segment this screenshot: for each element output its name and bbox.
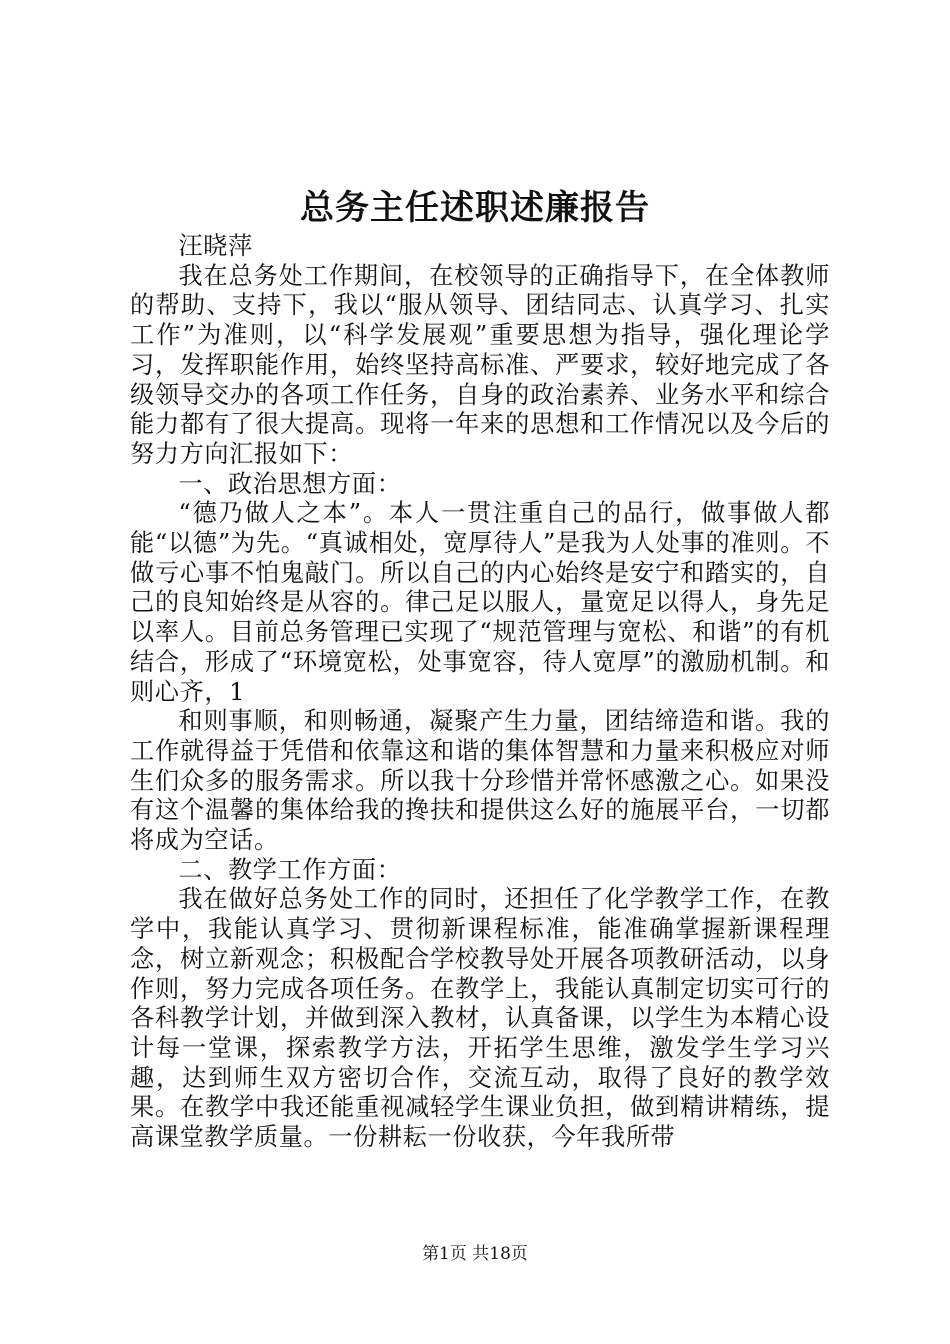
document-title: 总务主任述职述廉报告 [300, 188, 650, 228]
document-body [130, 232, 830, 1153]
page-footer: 第1页 共18页 [422, 1244, 528, 1264]
paragraph-intro: 我在总务处工作期间，在校领导的正确指导下，在全体教师的帮助、支持下，我以“服从领导、团结同志、认真学习、扎实工作”为准则，以“科学发展观”重要思想为指导，强化理论学习，发挥职能作用，始终坚持高标准、严要求，较好地完成了各级领导交办的各项工作任务，自身的政治素养、业务水平和综合能力都有了很大提高。现将一年来的思想和工作情况以及今后的努力方向汇报如下： [130, 261, 830, 468]
paragraph-harmony: 和则事顺，和则畅通，凝聚产生力量，团结缔造和谐。我的工作就得益于凭借和依靠这和谐的集体智慧和力量来积极应对师生们众多的服务需求。所以我十分珍惜并常怀感激之心。如果没有这个温馨的集体给我的搀扶和提供这么好的施展平台，一切都将成为空话。 [130, 707, 830, 855]
paragraph-teaching: 我在做好总务处工作的同时，还担任了化学教学工作，在教学中，我能认真学习、贯彻新课程标准，能准确掌握新课程理念，树立新观念；积极配合学校教导处开展各项教研活动，以身作则，努力完成各项任务。在教学上，我能认真制定切实可行的各科教学计划，并做到深入教材，认真备课，以学生为本精心设计每一堂课，探索教学方法，开拓学生思维，激发学生学习兴趣，达到师生双方密切合作，交流互动，取得了良好的教学效果。在教学中我还能重视减轻学生课业负担，做到精讲精练，提高课堂教学质量。一份耕耘一份收获，今年我所带 [130, 885, 830, 1152]
author-name: 汪晓萍 [178, 232, 253, 260]
section-heading-political: 一、政治思想方面： [178, 469, 402, 498]
section-heading-teaching: 二、教学工作方面： [178, 855, 402, 884]
paragraph-political: “德乃做人之本”。本人一贯注重自己的品行，做事做人都能“以德”为先。“真诚相处，宽厚待人”是我为人处事的准则。不做亏心事不怕鬼敲门。所以自己的内心始终是安宁和踏实的，自己的良知始终是从容的。律己足以服人，量宽足以得人，身先足以率人。目前总务管理已实现了“规范管理与宽松、和谐”的有机结合，形成了“环境宽松，处事宽容，待人宽厚”的激励机制。和则心齐，1 [130, 499, 830, 706]
